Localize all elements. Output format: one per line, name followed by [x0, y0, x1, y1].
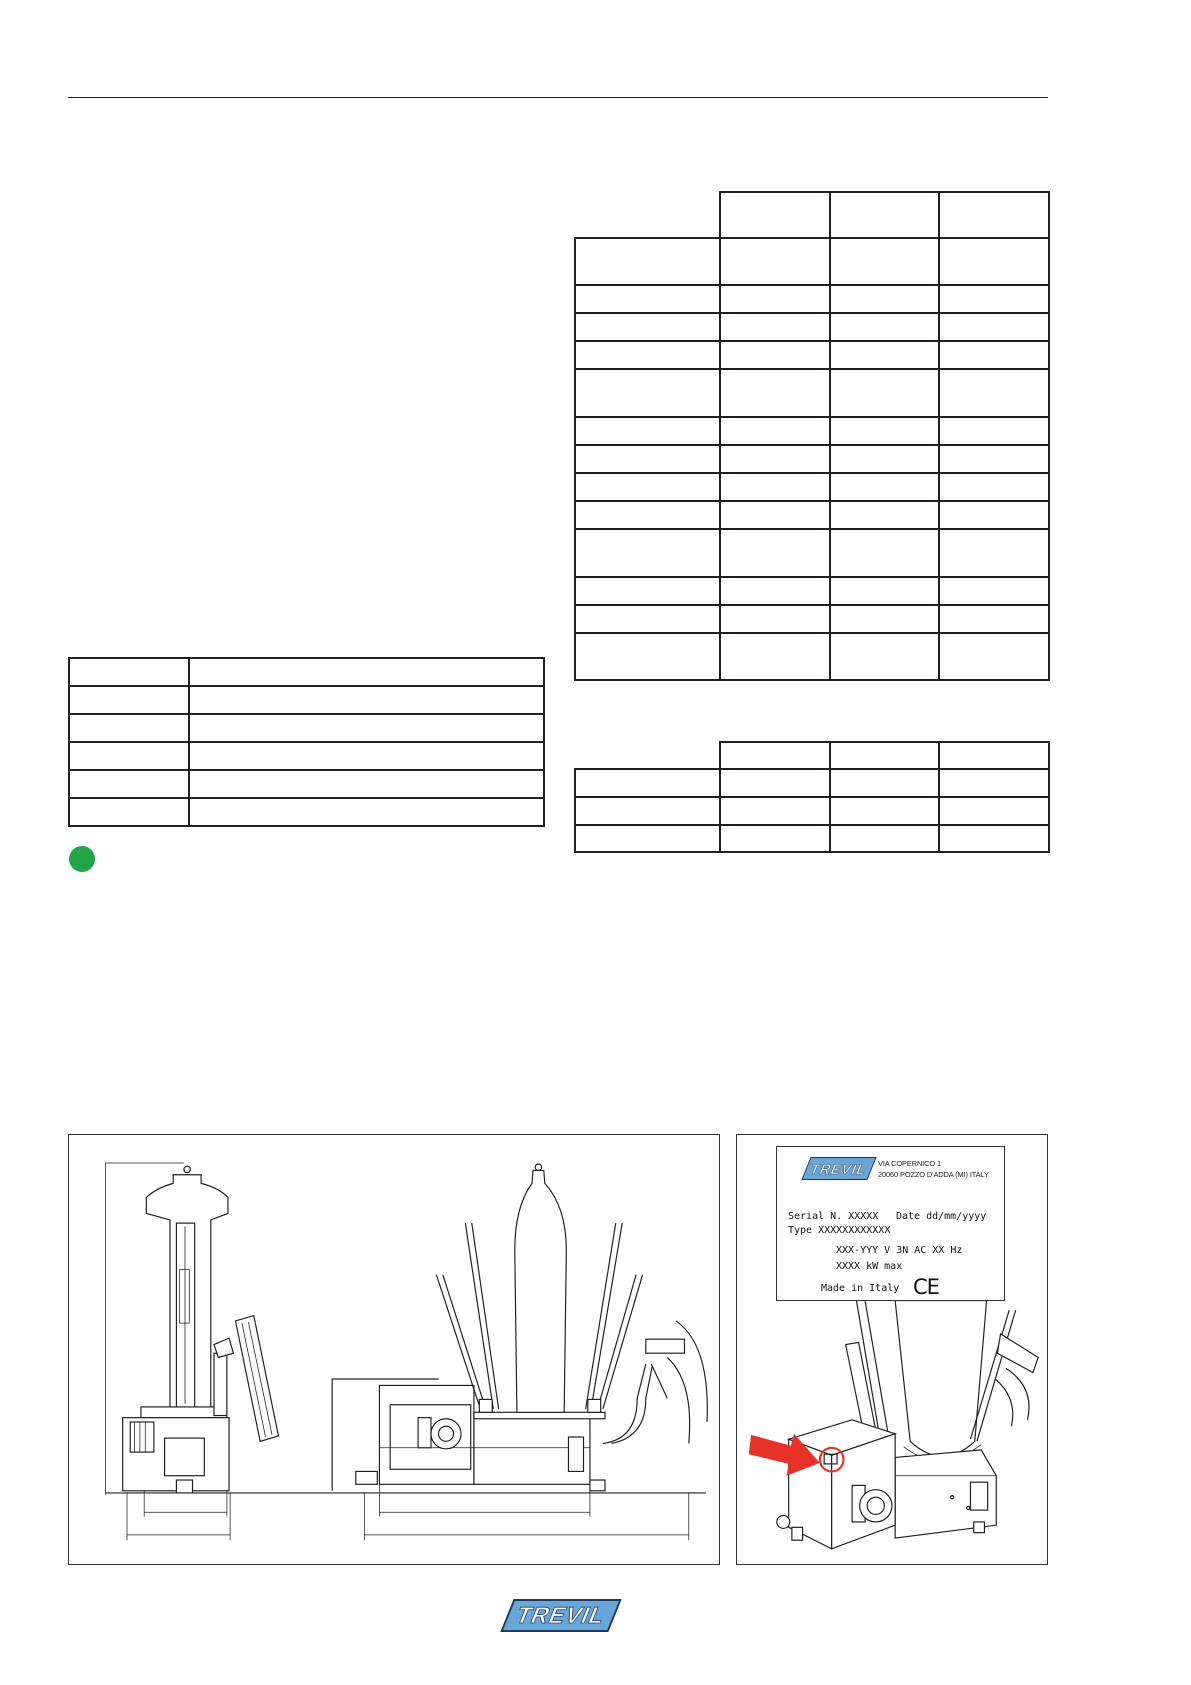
manufacture-date: Date dd/mm/yyyy [896, 1211, 987, 1222]
table-cell [68, 797, 190, 827]
table-cell [574, 768, 721, 798]
table-cell [68, 741, 190, 771]
table-cell [574, 604, 721, 634]
paddle-hinge [214, 1338, 233, 1357]
sleeve-clamp [646, 1321, 708, 1444]
arm-rail [474, 1412, 605, 1418]
table-cell [574, 444, 721, 474]
table-cell [829, 416, 940, 446]
table-cell [574, 312, 721, 342]
table-cell [719, 416, 831, 446]
motor-fan [860, 1490, 892, 1522]
control-box [568, 1437, 583, 1471]
table-cell [719, 796, 831, 826]
nameplate-logo [801, 1157, 876, 1180]
table-cell [574, 576, 721, 606]
nameplate-location-panel [736, 1134, 1048, 1565]
form-knob [535, 1164, 541, 1170]
table-cell [829, 824, 940, 853]
arm-line [465, 1223, 493, 1409]
foot [974, 1522, 985, 1533]
table-cell [188, 685, 545, 715]
table-cell [938, 796, 1050, 826]
table-cell [938, 416, 1050, 446]
table-cell [574, 237, 721, 286]
table-cell [68, 713, 190, 743]
table-cell [188, 797, 545, 827]
table-cell [938, 444, 1050, 474]
table-header-cell [938, 191, 1050, 239]
table-cell [938, 340, 1050, 370]
table-cell [188, 657, 545, 687]
table-cell [829, 444, 940, 474]
power-rating: XXXX kW max [836, 1261, 903, 1272]
foot-pedal [176, 1480, 192, 1493]
table-cell [719, 528, 831, 578]
table-cell [719, 472, 831, 502]
table-header-cell [719, 741, 831, 770]
form-knob [184, 1166, 190, 1172]
voltage-rating: XXX-YYY V 3N AC XX Hz [836, 1245, 963, 1256]
control-box [970, 1482, 987, 1510]
arm-line [603, 1275, 643, 1409]
motor [130, 1422, 154, 1452]
table-cell [574, 796, 721, 826]
table-cell [68, 685, 190, 715]
header-rule [68, 97, 1048, 98]
sleeve-paddle [235, 1316, 278, 1442]
table-cell [719, 604, 831, 634]
side-column [214, 1353, 227, 1415]
table-cell [188, 741, 545, 771]
table-cell [719, 284, 831, 314]
table-cell [829, 237, 940, 286]
table-cell [719, 237, 831, 286]
table-cell [829, 576, 940, 606]
footer-logo [500, 1599, 621, 1632]
motor-housing [418, 1418, 431, 1448]
table-cell [829, 632, 940, 681]
table-cell [574, 500, 721, 530]
machine-side-view [123, 1166, 279, 1493]
address-line-2: 20060 POZZO D'ADDA (MI) ITALY [878, 1170, 989, 1179]
machine-perspective [777, 1301, 1038, 1549]
table-cell [574, 472, 721, 502]
arm-bracket [479, 1399, 492, 1412]
table-cell [574, 528, 721, 578]
table-cell [574, 284, 721, 314]
clamp-arc [1006, 1368, 1029, 1420]
table-cell [719, 768, 831, 798]
table-cell [938, 500, 1050, 530]
table-cell [574, 632, 721, 681]
table-header-cell [829, 741, 940, 770]
left-clamp-arms [436, 1223, 498, 1412]
table-cell [938, 576, 1050, 606]
air-tube [611, 1366, 652, 1443]
table-cell [829, 368, 940, 418]
motor-fan [431, 1419, 461, 1449]
table-cell [938, 312, 1050, 342]
table-cell [719, 632, 831, 681]
table-cell [719, 824, 831, 853]
table-cell [829, 340, 940, 370]
clamp-link [651, 1364, 667, 1398]
table-cell [188, 713, 545, 743]
foot [590, 1480, 605, 1491]
footer-logo-text: TREVIL [512, 1602, 611, 1628]
clamp-block [646, 1339, 685, 1353]
table-cell [829, 528, 940, 578]
air-tube [603, 1364, 646, 1444]
serial-number: Serial N. XXXXX [788, 1211, 879, 1222]
table-cell [829, 604, 940, 634]
table-cell [938, 824, 1050, 853]
table-cell [829, 796, 940, 826]
table-cell [829, 500, 940, 530]
table-cell [938, 237, 1050, 286]
clamp-arc [667, 1357, 689, 1443]
clamp-arc [995, 1379, 1013, 1426]
table-cell [938, 604, 1050, 634]
table-cell [938, 368, 1050, 418]
table-cell [574, 824, 721, 853]
address-line-1: VIA COPERNICO 1 [878, 1159, 941, 1168]
side-depth-dimension [127, 1491, 230, 1540]
table-cell [938, 472, 1050, 502]
table-cell [574, 340, 721, 370]
nameplate-logo-text: TREVIL [807, 1160, 871, 1177]
ce-mark: CE [913, 1275, 939, 1299]
left-table [68, 657, 545, 827]
arm-line [591, 1223, 622, 1409]
nameplate [776, 1146, 1005, 1301]
table-cell [719, 500, 831, 530]
clamp-arc [676, 1321, 707, 1422]
table-cell [938, 632, 1050, 681]
secondary-table [574, 741, 1050, 853]
table-header-cell [938, 741, 1050, 770]
foot [792, 1527, 803, 1540]
table-cell [68, 769, 190, 799]
dimension-drawing-panel [68, 1134, 720, 1565]
table-cell [829, 312, 940, 342]
table-cell [719, 340, 831, 370]
table-cell [574, 368, 721, 418]
table-cell [829, 284, 940, 314]
table-cell [188, 769, 545, 799]
machine-front-view [332, 1164, 707, 1491]
side-fitting [356, 1471, 377, 1484]
table-header-cell [829, 191, 940, 239]
arm-line [597, 1275, 636, 1409]
right-clamp-arms [586, 1223, 643, 1412]
table-cell [829, 472, 940, 502]
sleeve-clamp [997, 1334, 1038, 1373]
table-cell [829, 768, 940, 798]
ironing-form [515, 1170, 567, 1412]
green-dot-icon [69, 846, 95, 872]
table-cell [719, 368, 831, 418]
dimension-drawing [69, 1135, 720, 1565]
table-cell [938, 284, 1050, 314]
country-of-origin: Made in Italy [821, 1283, 900, 1294]
machine-type: Type XXXXXXXXXXXX [788, 1225, 891, 1236]
arm-bracket [588, 1399, 601, 1412]
table-cell [719, 444, 831, 474]
arm-line [472, 1223, 499, 1409]
wheel [777, 1515, 790, 1528]
table-cell [719, 576, 831, 606]
table-cell [574, 416, 721, 446]
table-cell [719, 312, 831, 342]
table-cell [938, 528, 1050, 578]
table-cell [68, 657, 190, 687]
table-cell [938, 768, 1050, 798]
table-header-cell [719, 191, 831, 239]
specification-table [574, 191, 1050, 681]
